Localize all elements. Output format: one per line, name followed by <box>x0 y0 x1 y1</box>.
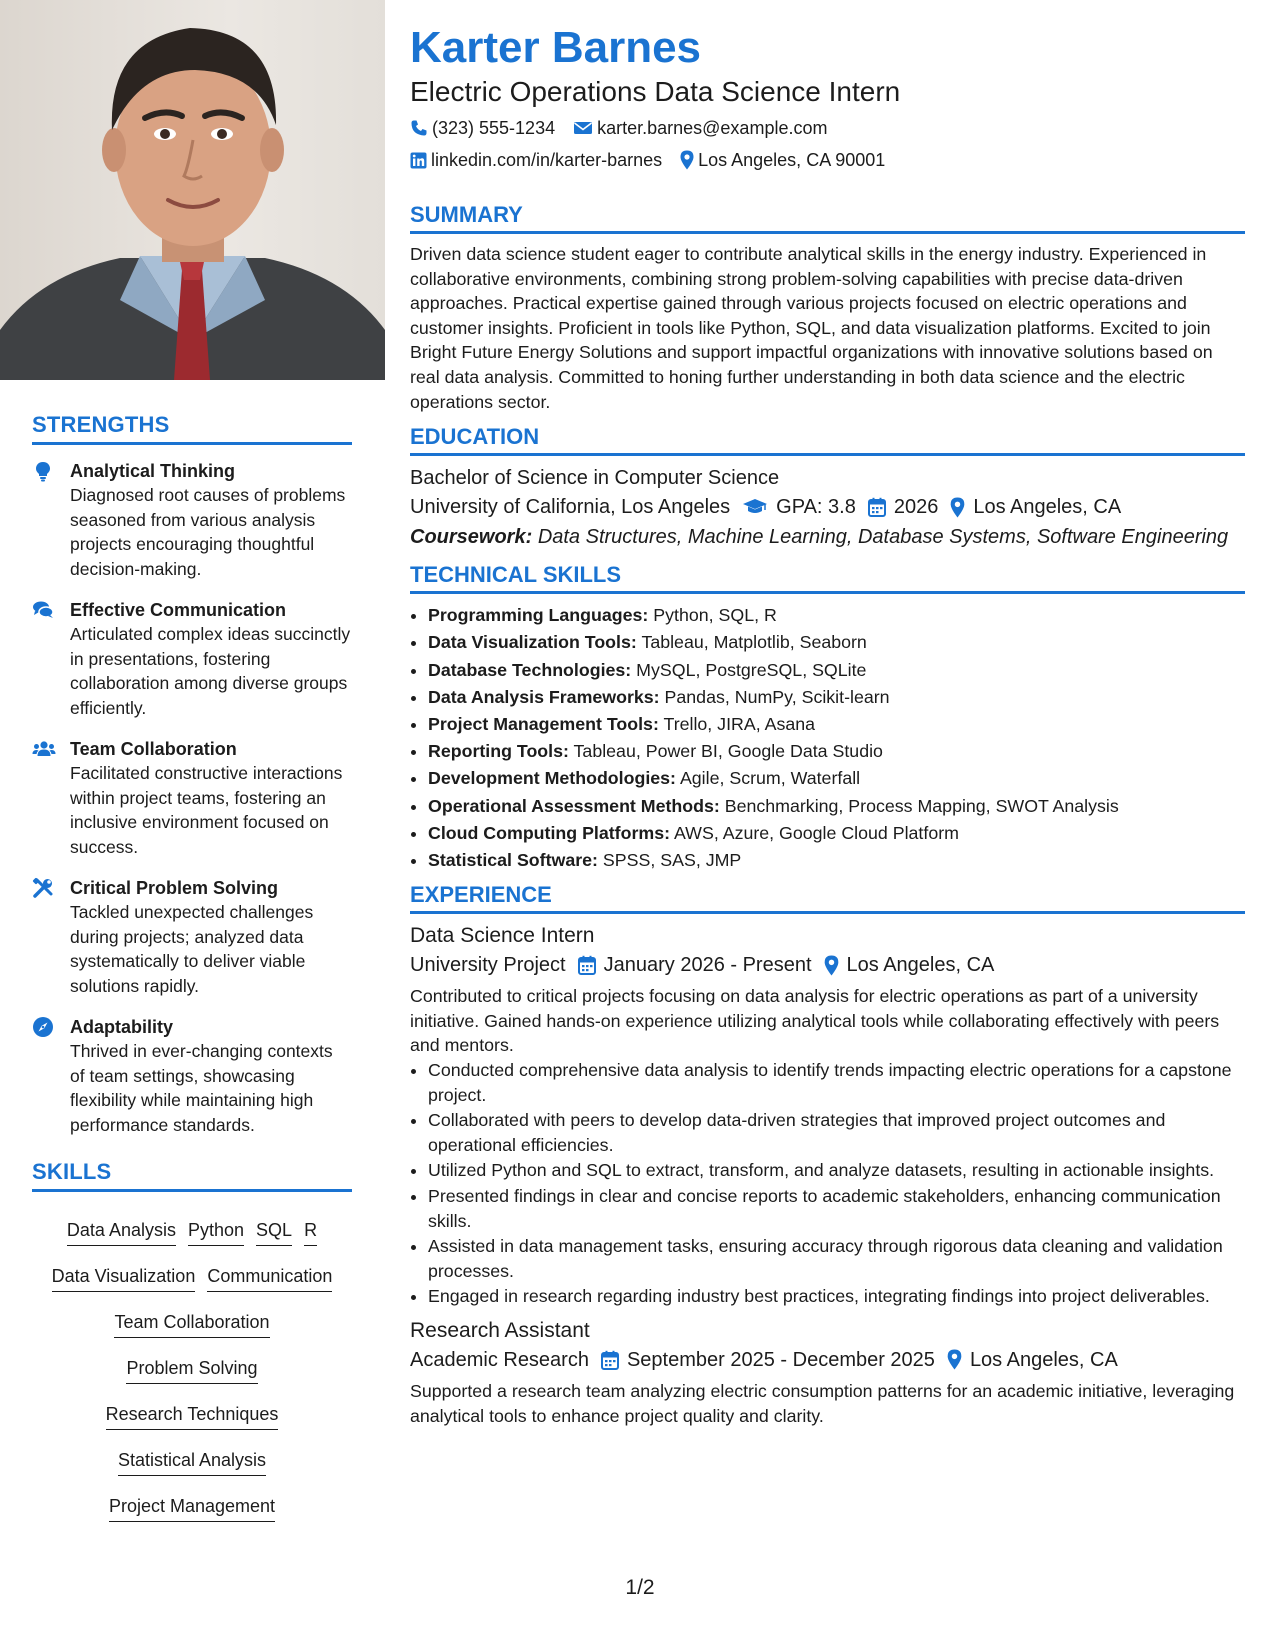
contact-row <box>410 148 1245 172</box>
list-item: • Presented findings in clear and concise reports to academic stakeholders, enhancing communication skills. <box>428 1184 1245 1233</box>
strength-description: Articulated complex ideas succinctly in presentations, fostering collaboration among diverse groups efficiently. <box>70 624 351 718</box>
education-year: 2026 <box>893 496 939 519</box>
list-item <box>428 602 1245 629</box>
strength-title: Analytical Thinking <box>70 461 236 481</box>
skill-tag: Research Techniques <box>106 1402 279 1430</box>
list-item <box>428 711 1245 738</box>
education-school: University of California, Los Angeles <box>410 496 731 519</box>
linkedin-text: linkedin.com/in/karter-barnes <box>431 150 663 170</box>
strength-item <box>32 876 352 998</box>
tech-skill-value: Python, SQL, R <box>653 605 777 626</box>
tech-skill-value: SPSS, SAS, JMP <box>602 849 742 870</box>
job-meta <box>410 1345 1245 1375</box>
contact-row <box>410 116 1245 140</box>
list-item <box>428 765 1245 792</box>
tech-skill-value: Pandas, NumPy, Scikit-learn <box>664 686 890 707</box>
job-description: Contributed to critical projects focusing on data analysis for electric operations as part of a university initiative. Gained hands-on experience utilizing analytical tools while collaborating effectively with peers and mentors. <box>410 986 1220 1056</box>
tech-skill-label: Database Technologies: <box>428 659 632 680</box>
linkedin-icon <box>410 152 427 169</box>
summary-heading: SUMMARY <box>410 202 1245 234</box>
list-item <box>428 847 1245 874</box>
location-text: Los Angeles, CA 90001 <box>698 150 886 170</box>
map-pin-icon <box>680 150 694 170</box>
list-item <box>428 820 1245 847</box>
strength-description: Diagnosed root causes of problems seasoned from various analysis projects encouraging thoughtful decision-making. <box>70 485 346 579</box>
profile-photo <box>0 0 385 380</box>
tech-skill-value: Tableau, Matplotlib, Seaborn <box>641 632 867 653</box>
list-item <box>428 684 1245 711</box>
tech-skill-value: Trello, JIRA, Asana <box>663 713 816 734</box>
experience-heading: EXPERIENCE <box>410 882 1245 914</box>
right-column <box>410 22 1245 1428</box>
tech-skill-label: Operational Assessment Methods: <box>428 795 720 816</box>
tech-skill-value: Benchmarking, Process Mapping, SWOT Analysis <box>724 795 1119 816</box>
list-item: • Engaged in research regarding industry best practices, integrating findings into project deliverables. <box>428 1284 1245 1309</box>
education-heading: EDUCATION <box>410 424 1245 456</box>
tech-skill-value: Tableau, Power BI, Google Data Studio <box>573 741 883 762</box>
strengths-heading: STRENGTHS <box>32 412 352 445</box>
job-entry <box>410 1317 1245 1428</box>
location-contact <box>680 148 885 172</box>
tech-skill-label: Data Analysis Frameworks: <box>428 686 660 707</box>
strength-title: Adaptability <box>70 1017 174 1037</box>
map-pin-icon <box>824 955 839 976</box>
coursework-line <box>410 522 1245 552</box>
candidate-name: Karter Barnes <box>410 23 702 72</box>
tech-skill-label: Cloud Computing Platforms: <box>428 822 671 843</box>
tools-icon <box>32 877 54 899</box>
tech-skill-value: Agile, Scrum, Waterfall <box>679 768 861 789</box>
skill-tag: Communication <box>207 1264 332 1292</box>
users-icon <box>32 738 54 760</box>
list-item: • Utilized Python and SQL to extract, transform, and analyze datasets, resulting in actionable insights. <box>428 1158 1245 1183</box>
job-entry <box>410 922 1245 1309</box>
strength-item <box>32 1015 352 1137</box>
skill-tags <box>32 1206 352 1534</box>
summary-text: Driven data science student eager to contribute analytical skills in the energy industry. Experienced in collaborative environments, combining strong problem-solving capabilities with precise data-driven approaches. Practical expertise gained through various projects focused on electric operations and customer insights. Proficient in tools like Python, SQL, and data visualization platforms. Excited to join Bright Future Energy Solutions and support impactful organizations with innovative solutions based on real data analysis. Committed to honing further understanding in both data science and the electric operations sector. <box>410 244 1213 412</box>
strength-title: Effective Communication <box>70 600 287 620</box>
tech-skill-value: MySQL, PostgreSQL, SQLite <box>636 659 867 680</box>
left-content <box>32 412 352 1534</box>
comments-icon <box>32 599 54 621</box>
education-location: Los Angeles, CA <box>973 496 1122 519</box>
job-location: Los Angeles, CA <box>846 954 995 977</box>
education-degree: Bachelor of Science in Computer Science <box>410 467 780 490</box>
phone-contact <box>410 116 555 140</box>
technical-skills-heading: TECHNICAL SKILLS <box>410 562 1245 594</box>
coursework-list: Data Structures, Machine Learning, Database Systems, Software Engineering <box>537 526 1229 549</box>
skill-tag: Project Management <box>109 1494 275 1522</box>
tech-skill-label: Data Visualization Tools: <box>428 632 637 653</box>
tech-skill-label: Programming Languages: <box>428 605 649 626</box>
job-org: University Project <box>410 954 566 977</box>
list-item <box>428 657 1245 684</box>
tech-skill-label: Development Methodologies: <box>428 768 676 789</box>
technical-skills-list <box>410 602 1245 874</box>
page-number: 1/2 <box>625 1576 655 1599</box>
tech-skill-label: Reporting Tools: <box>428 741 569 762</box>
graduation-cap-icon <box>742 498 768 516</box>
tech-skill-label: Project Management Tools: <box>428 713 659 734</box>
job-bullets <box>410 1058 1245 1309</box>
strength-description: Facilitated constructive interactions within project teams, fostering an inclusive environment focused on success. <box>70 763 343 857</box>
strength-item <box>32 737 352 859</box>
email-contact[interactable] <box>573 116 827 140</box>
skill-tag: Python <box>188 1218 244 1246</box>
strength-description: Thrived in ever-changing contexts of team settings, showcasing flexibility while maintaining high performance standards. <box>70 1041 333 1135</box>
list-item <box>428 629 1245 656</box>
list-item: • Assisted in data management tasks, ensuring accuracy through rigorous data cleaning and validation processes. <box>428 1234 1245 1283</box>
list-item <box>428 793 1245 820</box>
job-title: Data Science Intern <box>410 924 595 948</box>
tech-skill-value: AWS, Azure, Google Cloud Platform <box>673 822 959 843</box>
skill-tag: R <box>304 1218 317 1246</box>
list-item <box>428 738 1245 765</box>
strength-item <box>32 598 352 720</box>
map-pin-icon <box>950 497 965 518</box>
phone-icon <box>410 119 428 137</box>
education-gpa: GPA: 3.8 <box>776 496 856 519</box>
skills-heading: SKILLS <box>32 1159 352 1192</box>
skill-tag: Data Visualization <box>52 1264 196 1292</box>
calendar-icon <box>578 955 596 975</box>
job-meta <box>410 950 1245 980</box>
job-dates: January 2026 - Present <box>603 954 812 977</box>
skill-tag: Team Collaboration <box>114 1310 269 1338</box>
skill-tag: Problem Solving <box>126 1356 257 1384</box>
lightbulb-icon <box>32 460 54 482</box>
map-pin-icon <box>947 1349 962 1370</box>
skill-tag: SQL <box>256 1218 292 1246</box>
job-location: Los Angeles, CA <box>969 1348 1118 1371</box>
calendar-icon <box>868 497 886 517</box>
job-org: Academic Research <box>410 1348 589 1371</box>
tech-skill-label: Statistical Software: <box>428 849 598 870</box>
coursework-label: Coursework: <box>410 526 533 549</box>
list-item: • Conducted comprehensive data analysis to identify trends impacting electric operations for a capstone project. <box>428 1058 1245 1107</box>
strength-title: Team Collaboration <box>70 739 237 759</box>
phone-text: (323) 555-1234 <box>432 118 556 138</box>
education-meta <box>410 492 1245 522</box>
left-column <box>0 0 385 1650</box>
compass-icon <box>32 1016 54 1038</box>
strength-title: Critical Problem Solving <box>70 878 279 898</box>
strength-description: Tackled unexpected challenges during projects; analyzed data systematically to deliver viable solutions rapidly. <box>70 902 314 996</box>
job-dates: September 2025 - December 2025 <box>626 1348 935 1371</box>
skill-tag: Statistical Analysis <box>118 1448 266 1476</box>
list-item: • Collaborated with peers to develop data-driven strategies that improved project outcomes and operational efficiencies. <box>428 1108 1245 1157</box>
job-title: Research Assistant <box>410 1318 590 1342</box>
skill-tag: Data Analysis <box>67 1218 176 1246</box>
candidate-title: Electric Operations Data Science Intern <box>410 76 901 107</box>
strength-item <box>32 459 352 581</box>
linkedin-contact[interactable] <box>410 148 662 172</box>
calendar-icon <box>601 1350 619 1370</box>
email-text: karter.barnes@example.com <box>597 118 828 138</box>
job-description: Supported a research team analyzing electric consumption patterns for an academic initiative, leveraging analytical tools to enhance project quality and clarity. <box>410 1380 1235 1426</box>
envelope-icon <box>573 120 593 136</box>
